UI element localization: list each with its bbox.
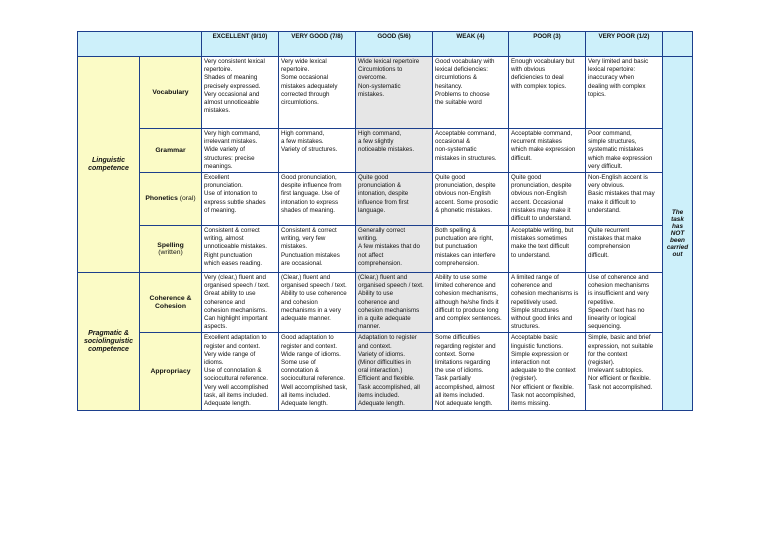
cell-coherence-good: (Clear,) fluent and organised speech / text. Ability to use coherence and cohesion mechanisms in a quite adequate manner. — [356, 273, 433, 333]
cell-vocabulary-weak: Good vocabulary with lexical deficiencies: circumlotions & hesitancy. Problems to choose the suitable word — [433, 57, 509, 129]
cell-grammar-poor: Acceptable command, recurrent mistakes which make expression difficult. — [509, 129, 586, 173]
row-label-vocabulary: Vocabulary — [140, 57, 202, 129]
cell-grammar-weak: Acceptable command, occasional & non-systematic mistakes in structures. — [433, 129, 509, 173]
cell-phonetics-poor: Quite good pronunciation, despite obvious non-English accent. Occasional mistakes may make it difficult to understand. — [509, 173, 586, 226]
cell-phonetics-good: Quite good pronunciation & intonation, despite influence from first language. — [356, 173, 433, 226]
header-very-good: VERY GOOD (7/8) — [279, 32, 356, 57]
cell-appropriacy-excellent: Excellent adaptation to register and context. Very wide range of idioms. Use of connotation & sociocultural reference. Very well accomplished task, all items included. Adequate length. — [202, 333, 279, 411]
cell-coherence-excellent: Very (clear,) fluent and organised speech / text. Great ability to use coherence and cohesion mechanisms. Can highlight important aspects. — [202, 273, 279, 333]
cell-vocabulary-very-good: Very wide lexical repertoire. Some occasional mistakes adequately corrected through circumlotions. — [279, 57, 356, 129]
cell-appropriacy-very-good: Good adaptation to register and context. Wide range of idioms. Some use of connotation & sociocultural reference. Well accomplished task, all items included. Adequate length. — [279, 333, 356, 411]
row-label-spelling: Spelling (written) — [140, 226, 202, 273]
cell-coherence-weak: Ability to use some limited coherence and cohesion mechanisms, although he/she finds it difficult to produce long and complex sentences. — [433, 273, 509, 333]
side-note-word: task — [671, 216, 684, 224]
cell-spelling-weak: Both spelling & punctuation are right, but punctuation mistakes can interfere comprehension. — [433, 226, 509, 273]
cell-appropriacy-poor: Acceptable basic linguistic functions. Simple expression or interaction not adequate to the context (register). Nor efficient or flexible. Task not accomplished, items missing. — [509, 333, 586, 411]
table-row — [78, 333, 693, 411]
cell-spelling-poor: Acceptable writing, but mistakes sometimes make the text difficult to understand. — [509, 226, 586, 273]
header-poor: POOR (3) — [509, 32, 586, 57]
category-pragmatic: Pragmatic & sociolinguistic competence — [78, 273, 140, 411]
header-corner — [78, 32, 202, 57]
table-row — [78, 226, 693, 273]
cell-vocabulary-poor: Enough vocabulary but with obvious deficiencies to deal with complex topics. — [509, 57, 586, 129]
cell-spelling-very-poor: Quite recurrent mistakes that make comprehension difficult. — [586, 226, 663, 273]
row-label-appropriacy: Appropriacy — [140, 333, 202, 411]
cell-appropriacy-very-poor: Simple, basic and brief expression, not suitable for the context (register). Irrelevant subtopics. Nor efficient or flexible. Task not accomplished. — [586, 333, 663, 411]
cell-spelling-good: Generally correct writing. A few mistakes that do not affect comprehension. — [356, 226, 433, 273]
header-good: GOOD (5/6) — [356, 32, 433, 57]
cell-appropriacy-good: Adaptation to register and context. Variety of idioms. (Minor difficulties in oral interaction.) Efficient and flexible. Task accomplished, all items included. Adequate length. — [356, 333, 433, 411]
cell-phonetics-weak: Quite good pronunciation, despite obvious non-English accent. Some prosodic & phonetic mistakes. — [433, 173, 509, 226]
assessment-rubric-table — [77, 31, 693, 411]
side-note-task-not-carried-out — [663, 57, 693, 411]
table-row — [78, 173, 693, 226]
cell-vocabulary-very-poor: Very limited and basic lexical repertoire: inaccuracy when dealing with complex topics. — [586, 57, 663, 129]
table-row — [78, 129, 693, 173]
header-side-blank — [663, 32, 693, 57]
cell-phonetics-very-poor: Non-English accent is very obvious. Basic mistakes that may make it difficult to understand. — [586, 173, 663, 226]
side-note-word: out — [672, 251, 683, 259]
cell-coherence-very-poor: Use of coherence and cohesion mechanisms is insufficient and very repetitive. Speech / text has no linearity or logical sequencing. — [586, 273, 663, 333]
cell-spelling-very-good: Consistent & correct writing, very few mistakes. Punctuation mistakes are occasional. — [279, 226, 356, 273]
header-weak: WEAK (4) — [433, 32, 509, 57]
side-note-word: has — [671, 223, 683, 231]
cell-coherence-very-good: (Clear,) fluent and organised speech / text. Ability to use coherence and cohesion mechanisms in a very adequate manner. — [279, 273, 356, 333]
cell-coherence-poor: A limited range of coherence and cohesion mechanisms is repetitively used. Simple structures without good links and structures. — [509, 273, 586, 333]
cell-phonetics-excellent: Excellent pronunciation. Use of intonation to express subtle shades of meaning. — [202, 173, 279, 226]
header-row — [78, 32, 693, 57]
header-very-poor: VERY POOR (1/2) — [586, 32, 663, 57]
cell-spelling-excellent: Consistent & correct writing, almost unnoticeable mistakes. Right punctuation which eases reading. — [202, 226, 279, 273]
row-label-coherence: Coherence & Cohesion — [140, 273, 202, 333]
side-note-word: been — [670, 237, 685, 245]
table-row — [78, 57, 693, 129]
side-note-word: carried — [666, 244, 689, 252]
cell-grammar-good: High command, a few slightly noticeable mistakes. — [356, 129, 433, 173]
cell-grammar-very-poor: Poor command, simple structures, systematic mistakes which make expression very difficult. — [586, 129, 663, 173]
cell-grammar-excellent: Very high command, irrelevant mistakes. Wide variety of structures: precise meanings. — [202, 129, 279, 173]
side-note-word: The — [671, 209, 684, 217]
cell-grammar-very-good: High command, a few mistakes. Variety of structures. — [279, 129, 356, 173]
side-note-word: NOT — [670, 230, 685, 238]
header-excellent: EXCELLENT (9/10) — [202, 32, 279, 57]
table-row — [78, 273, 693, 333]
cell-phonetics-very-good: Good pronunciation, despite influence from first language. Use of intonation to express shades of meaning. — [279, 173, 356, 226]
cell-vocabulary-good: Wide lexical repertoire Circumlotions to overcome. Non-systematic mistakes. — [356, 57, 433, 129]
cell-appropriacy-weak: Some difficulties regarding register and context. Some limitations regarding the use of idioms. Task partially accomplished, almost all items included. Not adequate length. — [433, 333, 509, 411]
category-linguistic: Linguistic competence — [78, 57, 140, 273]
row-label-grammar: Grammar — [140, 129, 202, 173]
row-label-phonetics: Phonetics (oral) — [140, 173, 202, 226]
cell-vocabulary-excellent: Very consistent lexical repertoire. Shades of meaning precisely expressed. Very occasional and almost unnoticeable mistakes. — [202, 57, 279, 129]
